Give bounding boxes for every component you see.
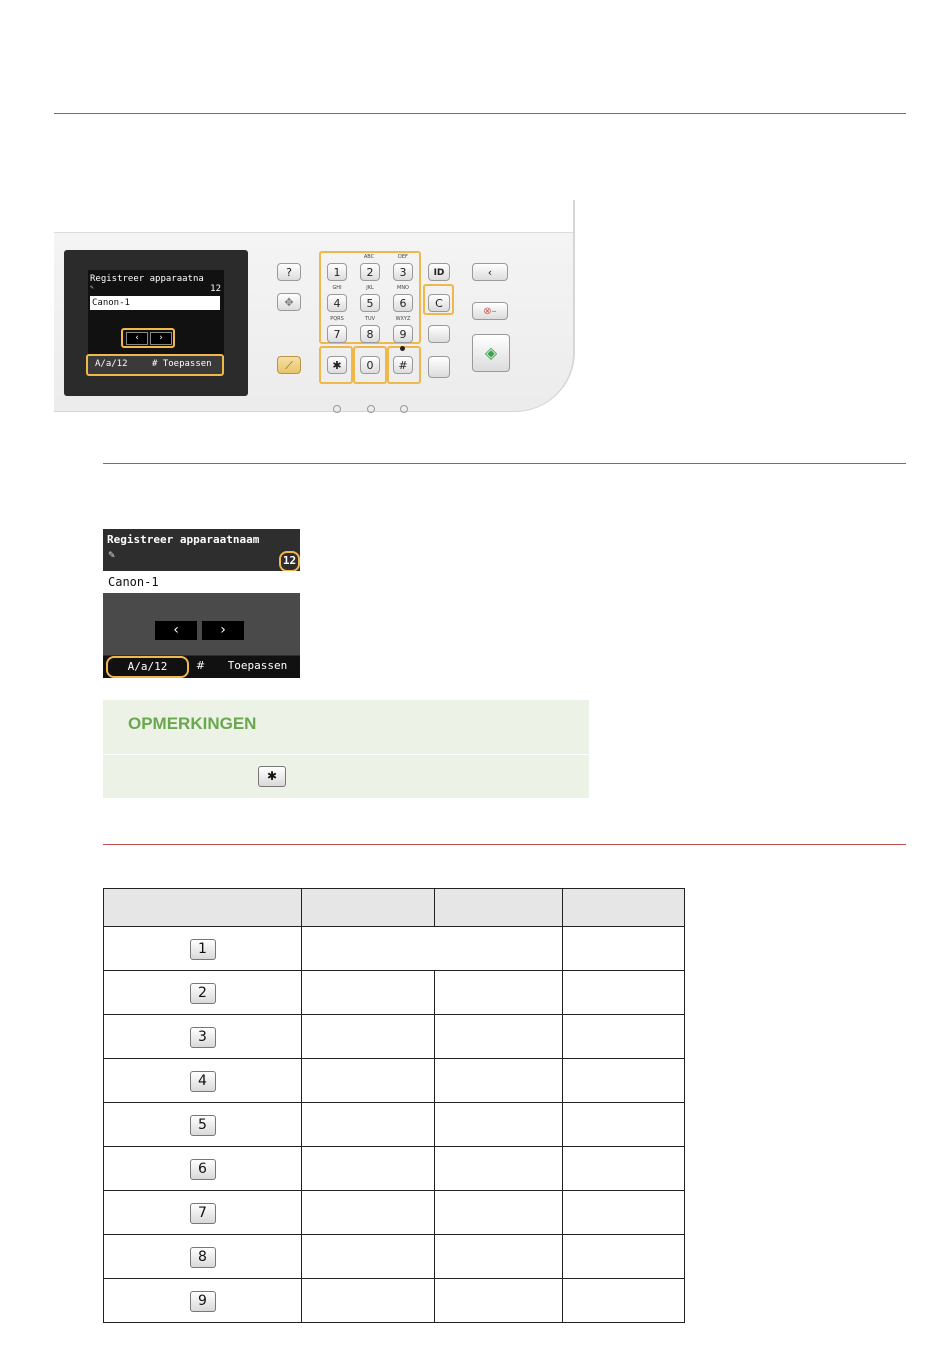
table-cell bbox=[435, 1191, 563, 1235]
table-cell bbox=[563, 927, 685, 971]
table-key-cell bbox=[104, 927, 302, 971]
table-header-cell bbox=[302, 889, 435, 927]
panel-lcd bbox=[64, 250, 248, 396]
table-row bbox=[104, 927, 685, 971]
numpad-key-7: 7 bbox=[327, 325, 347, 343]
note-divider bbox=[103, 754, 589, 755]
panel-lcd-footer-highlight bbox=[86, 354, 224, 376]
table-header-row bbox=[104, 889, 685, 927]
table-key-cell bbox=[104, 1015, 302, 1059]
table-cell bbox=[302, 1235, 435, 1279]
panel-lcd-apply: # Toepassen bbox=[152, 359, 212, 369]
table-cell bbox=[435, 1147, 563, 1191]
star-key: ✱ bbox=[327, 356, 347, 374]
table-key-cell bbox=[104, 1279, 302, 1323]
table-key-cell bbox=[104, 1103, 302, 1147]
panel-lcd-mode: A/a/12 bbox=[95, 359, 128, 369]
table-key-cell bbox=[104, 1191, 302, 1235]
table-cell bbox=[563, 1235, 685, 1279]
screen-left-button: ‹ bbox=[155, 621, 197, 640]
key-4-icon: 4 bbox=[190, 1071, 216, 1092]
key-9-icon: 9 bbox=[190, 1291, 216, 1312]
panel-lcd-input: Canon-1 bbox=[90, 296, 220, 310]
key-1-icon: 1 bbox=[190, 939, 216, 960]
screen-title: Registreer apparaatnaam bbox=[107, 533, 260, 546]
key-8-icon: 8 bbox=[190, 1247, 216, 1268]
numpad-key-2: 2 bbox=[360, 263, 380, 281]
key-2-icon: 2 bbox=[190, 983, 216, 1004]
table-cell bbox=[302, 1059, 435, 1103]
table-header-cell bbox=[563, 889, 685, 927]
table-cell bbox=[563, 1191, 685, 1235]
hash-key-dot bbox=[400, 346, 405, 351]
table-cell bbox=[435, 1059, 563, 1103]
zero-key: 0 bbox=[360, 356, 380, 374]
numpad-key-1: 1 bbox=[327, 263, 347, 281]
id-key: ID bbox=[428, 263, 450, 281]
panel-lcd-count: 12 bbox=[210, 284, 221, 294]
table-row bbox=[104, 1147, 685, 1191]
table-row bbox=[104, 971, 685, 1015]
numpad-key-4: 4 bbox=[327, 294, 347, 312]
panel-lcd-edit-icon: ✎ bbox=[90, 284, 94, 291]
status-lamp-2 bbox=[367, 405, 375, 413]
numpad-key-5: 5 bbox=[360, 294, 380, 312]
screen-mode-highlight bbox=[106, 656, 189, 678]
numpad-letters-8: TUV bbox=[364, 316, 376, 322]
table-cell bbox=[435, 1103, 563, 1147]
status-lamp-1 bbox=[333, 405, 341, 413]
numpad-letters-9: WXYZ bbox=[395, 316, 411, 322]
screen-edit-icon: ✎ bbox=[108, 551, 116, 561]
panel-lcd-right-button: › bbox=[150, 332, 172, 345]
panel-lcd-arrow-highlight bbox=[121, 328, 175, 348]
table-cell bbox=[563, 1147, 685, 1191]
screen-hash-label: # bbox=[195, 659, 206, 672]
numpad-key-8: 8 bbox=[360, 325, 380, 343]
numpad-letters-7: PQRS bbox=[330, 316, 344, 322]
note-box bbox=[103, 700, 589, 798]
name-entry-screen bbox=[103, 529, 300, 678]
reset-key bbox=[428, 325, 450, 343]
status-lamp-3 bbox=[400, 405, 408, 413]
table-row bbox=[104, 1191, 685, 1235]
numpad-letters-3: DEF bbox=[398, 254, 408, 260]
table-header-cell bbox=[435, 889, 563, 927]
table-key-cell bbox=[104, 971, 302, 1015]
table-cell bbox=[302, 1147, 435, 1191]
table-cell bbox=[302, 927, 563, 971]
table-key-cell bbox=[104, 1059, 302, 1103]
energy-saver-button: ⟋ bbox=[277, 356, 301, 374]
start-key: ◈ bbox=[472, 334, 510, 372]
note-star-key: ✱ bbox=[258, 766, 286, 787]
key-6-icon: 6 bbox=[190, 1159, 216, 1180]
table-cell bbox=[563, 1059, 685, 1103]
menu-key bbox=[428, 356, 450, 378]
screen-count-highlight bbox=[279, 551, 300, 572]
numpad-key-3: 3 bbox=[393, 263, 413, 281]
table-cell bbox=[563, 1103, 685, 1147]
table-cell bbox=[435, 1015, 563, 1059]
table-cell bbox=[435, 1235, 563, 1279]
table-row bbox=[104, 1279, 685, 1323]
table-cell bbox=[302, 1279, 435, 1323]
screen-count: 12 bbox=[282, 554, 297, 567]
numpad-letters-5: JKL bbox=[366, 285, 374, 291]
section-rule-2 bbox=[103, 463, 906, 464]
key-3-icon: 3 bbox=[190, 1027, 216, 1048]
section-rule-3 bbox=[103, 844, 906, 845]
stop-key: ⊗– bbox=[472, 302, 508, 320]
numpad-key-9: 9 bbox=[393, 325, 413, 343]
panel-lcd-left-button: ‹ bbox=[126, 332, 148, 345]
screen-mode-button: A/a/12 bbox=[127, 660, 168, 673]
table-cell bbox=[563, 1015, 685, 1059]
back-key: ‹ bbox=[472, 263, 508, 281]
key-5-icon: 5 bbox=[190, 1115, 216, 1136]
table-cell bbox=[302, 1191, 435, 1235]
screen-input-field: Canon-1 bbox=[103, 571, 300, 593]
table-cell bbox=[302, 1103, 435, 1147]
numpad-letters-6: MNO bbox=[397, 285, 409, 291]
key-character-table bbox=[103, 888, 685, 1323]
table-cell bbox=[435, 1279, 563, 1323]
panel-lcd-title: Registreer apparaatna bbox=[90, 274, 204, 284]
numpad-key-6: 6 bbox=[393, 294, 413, 312]
numpad-letters-4: GHI bbox=[332, 285, 342, 291]
home-button: ✥ bbox=[277, 293, 301, 311]
clear-key: C bbox=[428, 294, 450, 312]
table-row bbox=[104, 1235, 685, 1279]
table-cell bbox=[563, 971, 685, 1015]
table-row bbox=[104, 1015, 685, 1059]
numpad-letters-2: ABC bbox=[363, 254, 375, 260]
table-header-cell bbox=[104, 889, 302, 927]
help-button: ? bbox=[277, 263, 301, 281]
key-7-icon: 7 bbox=[190, 1203, 216, 1224]
table-cell bbox=[435, 971, 563, 1015]
table-key-cell bbox=[104, 1235, 302, 1279]
table-cell bbox=[302, 971, 435, 1015]
table-row bbox=[104, 1059, 685, 1103]
note-heading: OPMERKINGEN bbox=[128, 714, 257, 733]
table-row bbox=[104, 1103, 685, 1147]
table-key-cell bbox=[104, 1147, 302, 1191]
table-cell bbox=[302, 1015, 435, 1059]
printer-control-panel bbox=[54, 200, 575, 414]
hash-key: # bbox=[393, 356, 413, 374]
section-rule-top bbox=[54, 113, 906, 114]
screen-apply-button: Toepassen bbox=[227, 659, 288, 672]
table-cell bbox=[563, 1279, 685, 1323]
screen-right-button: › bbox=[202, 621, 244, 640]
